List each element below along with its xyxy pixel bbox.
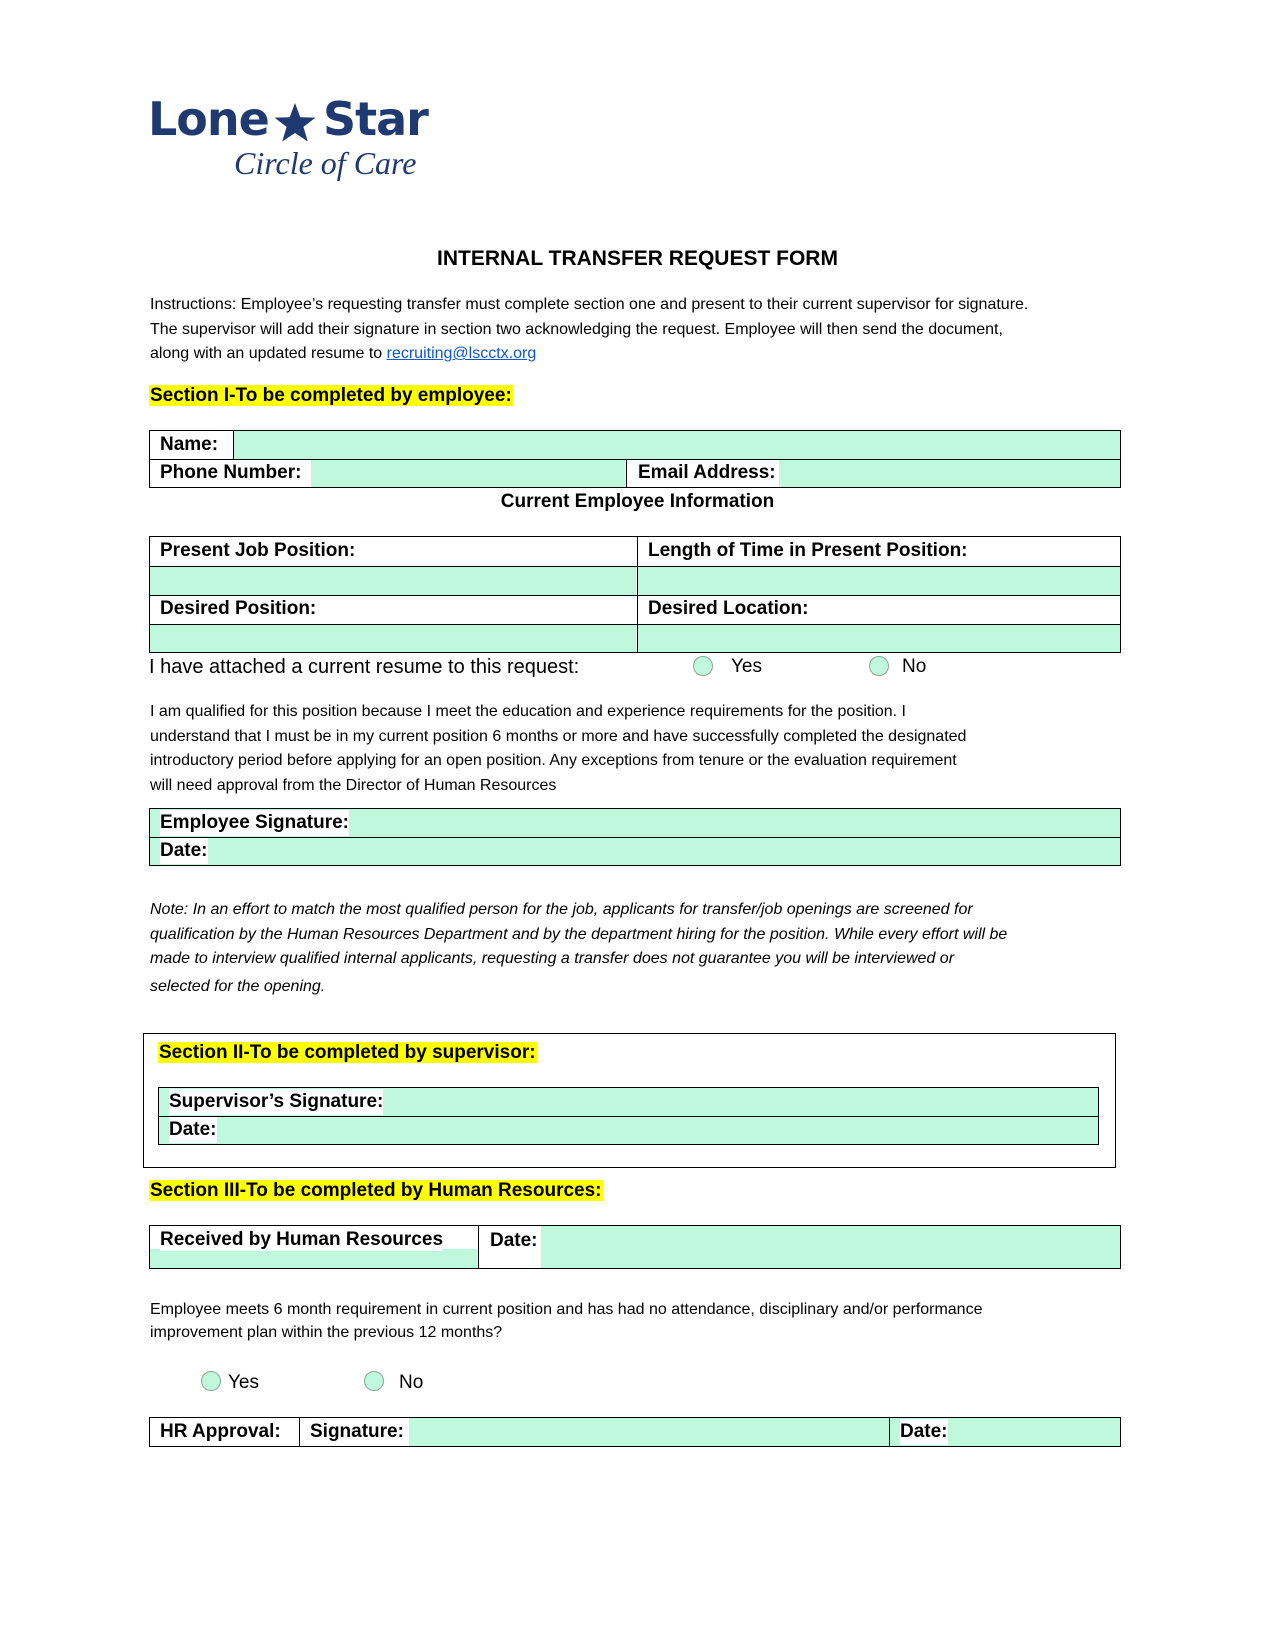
requirement-line: Employee meets 6 month requirement in current position and has had no attendance, disciplinary and/or performance: [150, 1301, 983, 1318]
name-field[interactable]: [234, 431, 1120, 459]
section1-heading-text: Section I-To be completed by employee:: [150, 385, 512, 406]
instructions-line-prefix: along with an updated resume to: [150, 345, 387, 362]
qualification-statement: [150, 700, 1150, 798]
requirement-no-radio[interactable]: [364, 1371, 384, 1391]
present-job-label: Present Job Position:: [160, 538, 355, 564]
note-line: selected for the opening.: [150, 977, 326, 995]
received-table: [149, 1225, 1121, 1269]
instructions-line: Instructions: Employee’s requesting transfer must complete section one and present to their current supervisor for signature.: [150, 296, 1029, 313]
employee-signature-table: [149, 808, 1121, 866]
email-field[interactable]: [779, 460, 1120, 487]
requirement-question: [150, 1298, 1150, 1344]
received-date-field[interactable]: [541, 1226, 1120, 1268]
name-label: Name:: [160, 432, 218, 458]
instructions-line: [150, 342, 1150, 367]
supervisor-table: [158, 1087, 1099, 1145]
hr-signature-label: Signature:: [310, 1419, 404, 1445]
note-line: made to interview qualified internal applicants, requesting a transfer does not guarantee you will be interviewed or: [150, 950, 955, 967]
logo: [148, 92, 438, 192]
email-label: Email Address:: [638, 460, 776, 486]
logo-subtitle: Circle of Care: [234, 145, 417, 181]
requirement-line: improvement plan within the previous 12 months?: [150, 1324, 503, 1341]
section3-heading: [149, 1180, 603, 1202]
instructions: [150, 293, 1150, 367]
desired-location-label: Desired Location:: [648, 596, 808, 622]
resume-question: I have attached a current resume to this request:: [149, 656, 580, 678]
qualification-line: I am qualified for this position because I meet the education and experience requirements for the position. I: [150, 703, 906, 720]
logo-word-star: Star: [323, 92, 428, 146]
logo-word-lone: Lone: [148, 92, 269, 146]
supervisor-date-field[interactable]: [159, 1117, 1098, 1144]
note-line: Note: In an effort to match the most qualified person for the job, applicants for transfer/job openings are screened for: [150, 901, 973, 918]
resume-yes-label: Yes: [731, 656, 762, 677]
employee-signature-label: Employee Signature:: [160, 810, 349, 836]
section3-heading-text: Section III-To be completed by Human Resources:: [150, 1180, 602, 1201]
qualification-line: will need approval from the Director of Human Resources: [150, 776, 557, 794]
phone-label: Phone Number:: [160, 460, 301, 486]
received-date-label: Date:: [490, 1228, 538, 1254]
hr-date-field[interactable]: [950, 1418, 1120, 1446]
star-icon: [273, 102, 317, 144]
page-title: INTERNAL TRANSFER REQUEST FORM: [437, 247, 838, 270]
hr-date-label: Date:: [900, 1419, 948, 1445]
received-field[interactable]: [150, 1249, 477, 1268]
section2-box: [143, 1033, 1116, 1168]
note-line: qualification by the Human Resources Department and by the department hiring for the position. While every effort will be: [150, 925, 1008, 943]
desired-location-field[interactable]: [638, 625, 1120, 652]
length-time-field[interactable]: [638, 567, 1120, 595]
supervisor-date-label: Date:: [169, 1117, 217, 1143]
resume-yes-radio[interactable]: [693, 656, 713, 676]
resume-no-label: No: [902, 656, 927, 677]
note: [150, 898, 1150, 999]
resume-no-radio[interactable]: [869, 656, 889, 676]
present-job-field[interactable]: [150, 567, 636, 595]
employee-date-label: Date:: [160, 838, 208, 864]
section1-heading: [149, 385, 513, 407]
requirement-yes-radio[interactable]: [201, 1371, 221, 1391]
position-table: [149, 536, 1121, 653]
received-label: Received by Human Resources: [160, 1229, 444, 1250]
requirement-no-label: No: [399, 1372, 424, 1393]
requirement-yes-label: Yes: [228, 1372, 259, 1393]
contact-table: [149, 430, 1121, 488]
recruiting-email-link[interactable]: recruiting@lscctx.org: [386, 345, 537, 362]
hr-approval-table: [149, 1417, 1121, 1447]
current-info-heading: Current Employee Information: [500, 491, 775, 512]
desired-position-label: Desired Position:: [160, 596, 316, 622]
qualification-line: introductory period before applying for an open position. Any exceptions from tenure or the evaluation requirement: [150, 752, 957, 769]
section2-heading-text: Section II-To be completed by supervisor:: [159, 1042, 536, 1063]
qualification-line: understand that I must be in my current position 6 months or more and have successfully completed the designated: [150, 727, 967, 745]
supervisor-signature-label: Supervisor’s Signature:: [169, 1089, 383, 1115]
employee-date-field[interactable]: [150, 838, 1120, 865]
length-time-label: Length of Time in Present Position:: [648, 538, 968, 564]
desired-position-field[interactable]: [150, 625, 636, 652]
section2-heading: [158, 1042, 537, 1064]
instructions-line: The supervisor will add their signature in section two acknowledging the request. Employee will then send the document,: [150, 320, 1003, 338]
hr-approval-label: HR Approval:: [160, 1419, 281, 1445]
phone-field[interactable]: [311, 460, 625, 487]
